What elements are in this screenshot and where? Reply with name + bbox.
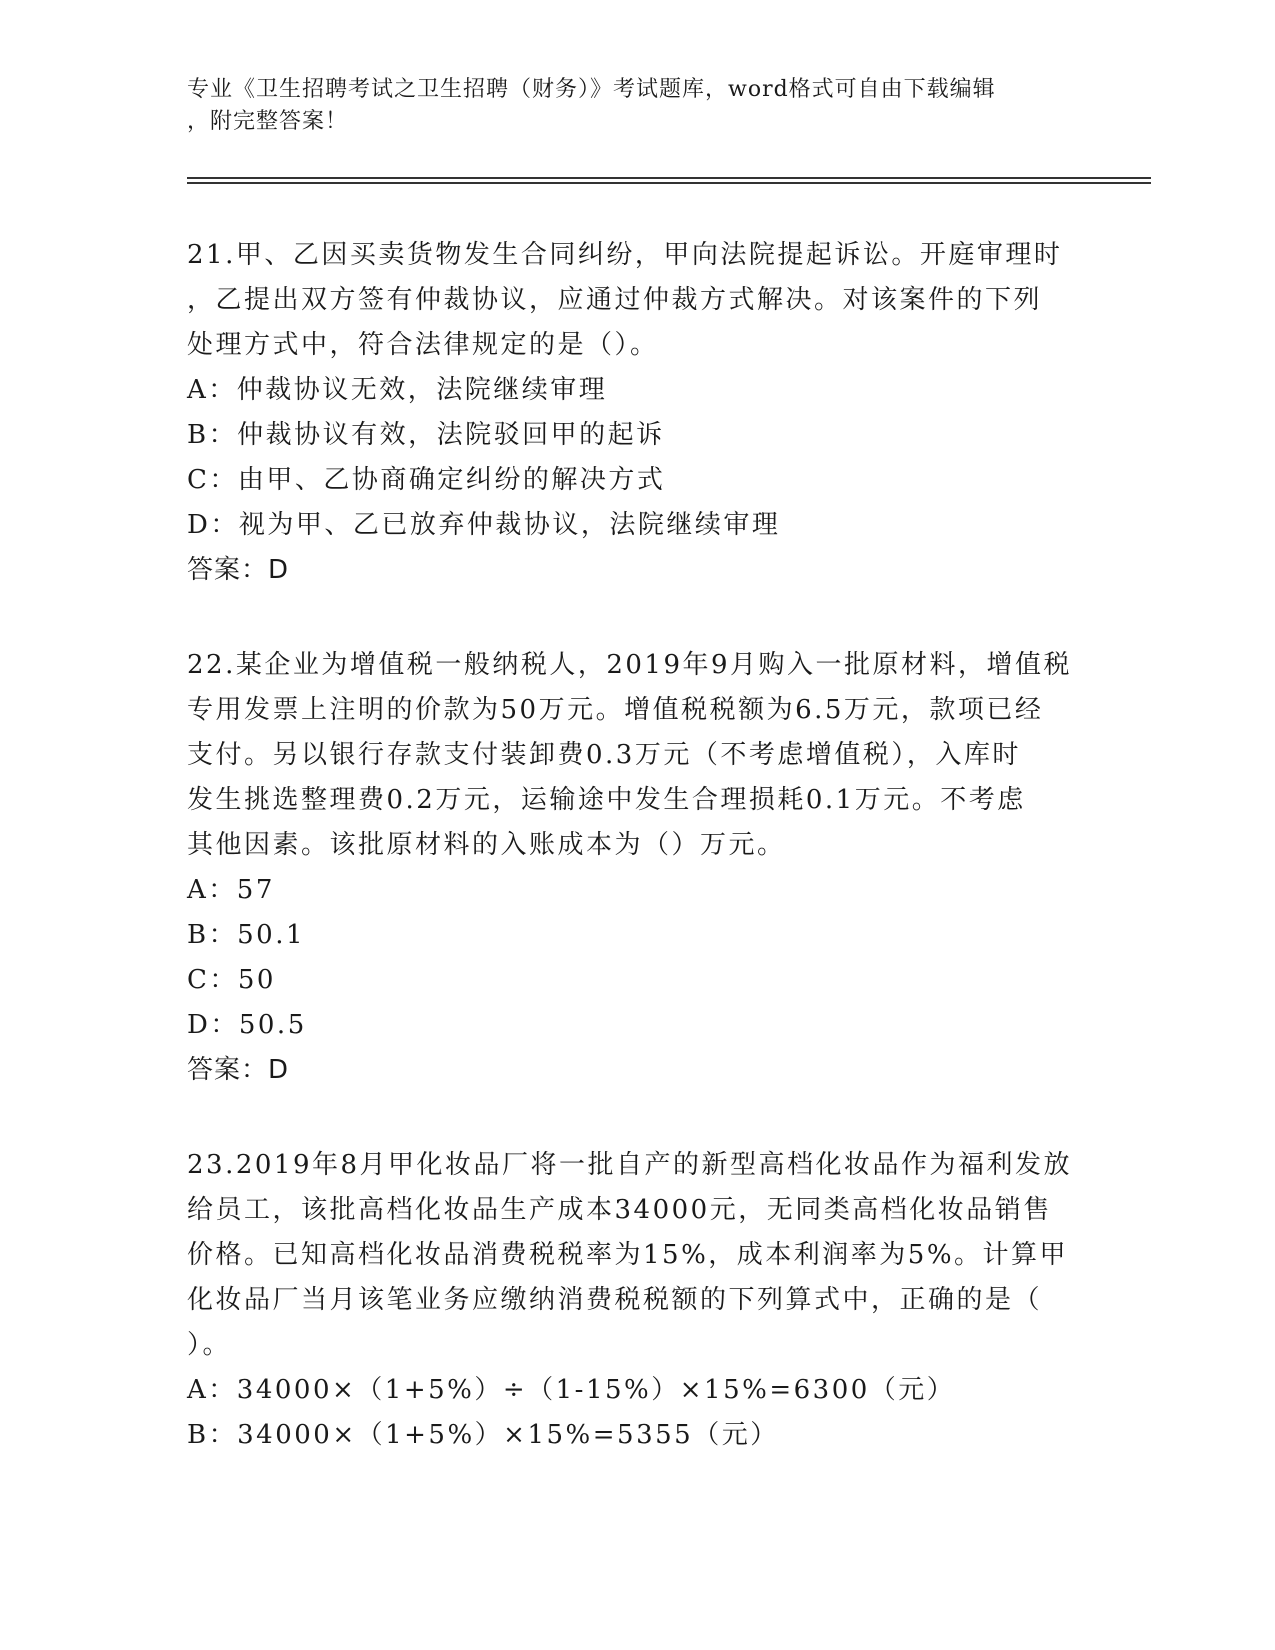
option-b: B：仲裁协议有效，法院驳回甲的起诉	[187, 420, 665, 450]
question-stem-line: 给员工，该批高档化妆品生产成本34000元，无同类高档化妆品销售	[187, 1195, 1052, 1225]
question-stem-line: ）。	[187, 1330, 232, 1360]
question-stem-line: 发生挑选整理费0.2万元，运输途中发生合理损耗0.1万元。不考虑	[187, 785, 1026, 815]
question-stem-line: 其他因素。该批原材料的入账成本为（）万元。	[187, 830, 786, 860]
answer-label: 答案：D	[187, 1055, 290, 1085]
question-stem-line: 23.2019年8月甲化妆品厂将一批自产的新型高档化妆品作为福利发放	[187, 1150, 1073, 1180]
question-stem-line: 22.某企业为增值税一般纳税人，2019年9月购入一批原材料，增值税	[187, 650, 1073, 680]
question-stem-line: 化妆品厂当月该笔业务应缴纳消费税税额的下列算式中，正确的是（	[187, 1285, 1043, 1315]
option-a: A：34000×（1+5%）÷（1-15%）×15%=6300（元）	[187, 1375, 956, 1405]
document-header	[187, 74, 1087, 138]
option-a: A：57	[187, 875, 275, 905]
option-c: C：由甲、乙协商确定纠纷的解决方式	[187, 465, 666, 495]
question-stem-line: 专用发票上注明的价款为50万元。增值税税额为6.5万元，款项已经	[187, 695, 1044, 725]
question-stem-line: ，乙提出双方签有仲裁协议，应通过仲裁方式解决。对该案件的下列	[187, 285, 1043, 315]
header-line-1: 专业《卫生招聘考试之卫生招聘（财务）》考试题库，word格式可自由下载编辑	[187, 77, 996, 102]
header-divider-bottom	[187, 182, 1151, 184]
answer-label: 答案：D	[187, 555, 290, 585]
question-21	[187, 233, 1087, 593]
option-d: D：视为甲、乙已放弃仲裁协议，法院继续审理	[187, 510, 781, 540]
option-a: A：仲裁协议无效，法院继续审理	[187, 375, 608, 405]
header-line-2: ，附完整答案！	[187, 109, 349, 134]
option-b: B：50.1	[187, 920, 305, 950]
question-23	[187, 1143, 1087, 1458]
question-stem-line: 21.甲、乙因买卖货物发生合同纠纷，甲向法院提起诉讼。开庭审理时	[187, 240, 1063, 270]
option-d: D：50.5	[187, 1010, 307, 1040]
question-stem-line: 支付。另以银行存款支付装卸费0.3万元（不考虑增值税），入库时	[187, 740, 1021, 770]
question-stem-line: 价格。已知高档化妆品消费税税率为15%，成本利润率为5%。计算甲	[187, 1240, 1069, 1270]
question-22	[187, 643, 1087, 1093]
question-stem-line: 处理方式中，符合法律规定的是（）。	[187, 330, 659, 360]
option-c: C：50	[187, 965, 276, 995]
header-divider-top	[187, 177, 1151, 179]
option-b: B：34000×（1+5%）×15%=5355（元）	[187, 1420, 779, 1450]
